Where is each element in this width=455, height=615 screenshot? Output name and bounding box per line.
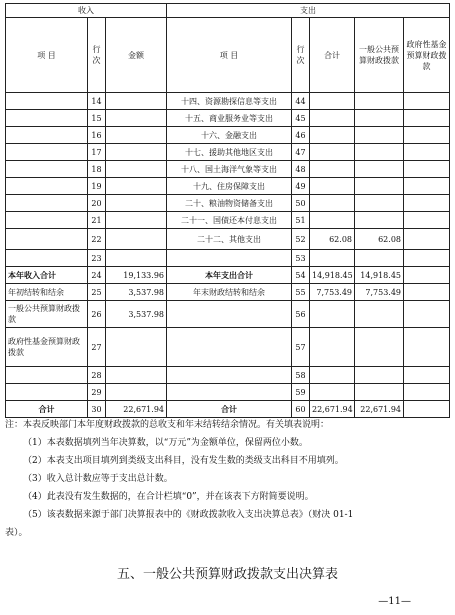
income-header: 收入 — [6, 4, 167, 18]
income-line-cell: 16 — [88, 127, 106, 144]
income-line-cell: 21 — [88, 212, 106, 229]
expense-total-cell: 22,671.94 — [310, 401, 355, 418]
income-line-header: 行次 — [88, 18, 106, 93]
income-amount-cell — [106, 384, 167, 401]
income-item-cell — [6, 93, 88, 110]
table-row — [6, 328, 450, 367]
expense-total-cell — [310, 328, 355, 367]
expense-line-cell: 54 — [292, 267, 310, 284]
income-item-cell — [6, 250, 88, 267]
income-amount-header: 金额 — [106, 18, 167, 93]
general-budget-amount-cell — [355, 161, 404, 178]
gov-fund-amount-cell — [404, 144, 450, 161]
expense-total-cell — [310, 212, 355, 229]
income-line-cell: 15 — [88, 110, 106, 127]
income-amount-cell — [106, 144, 167, 161]
fiscal-appropriation-table — [5, 3, 450, 418]
notes — [5, 416, 450, 542]
expense-header: 支出 — [167, 4, 450, 18]
income-item-cell — [6, 144, 88, 161]
expense-line-cell: 48 — [292, 161, 310, 178]
expense-total-cell: 14,918.45 — [310, 267, 355, 284]
expense-line-cell: 45 — [292, 110, 310, 127]
income-item-cell — [6, 127, 88, 144]
table-row — [6, 284, 450, 301]
expense-total-header: 合计 — [310, 18, 355, 93]
general-budget-amount-cell — [355, 301, 404, 328]
general-budget-header: 一般公共预算财政拨款 — [355, 18, 404, 93]
expense-item-cell: 十七、援助其他地区支出 — [167, 144, 292, 161]
income-line-cell: 22 — [88, 229, 106, 250]
income-line-cell: 23 — [88, 250, 106, 267]
expense-line-cell: 44 — [292, 93, 310, 110]
gov-fund-amount-cell — [404, 161, 450, 178]
income-amount-cell — [106, 127, 167, 144]
table-row — [6, 250, 450, 267]
income-item-cell — [6, 178, 88, 195]
gov-fund-amount-cell — [404, 229, 450, 250]
table-row — [6, 144, 450, 161]
income-amount-cell — [106, 328, 167, 367]
note-2: （2）本表支出项目填列到类级支出科目，没有发生数的类级支出科目不用填列。 — [23, 456, 344, 466]
income-line-cell: 24 — [88, 267, 106, 284]
expense-item-cell: 十五、商业服务业等支出 — [167, 110, 292, 127]
income-amount-cell — [106, 229, 167, 250]
expense-line-cell: 51 — [292, 212, 310, 229]
gov-fund-amount-cell — [404, 195, 450, 212]
general-budget-amount-cell — [355, 178, 404, 195]
general-budget-amount-cell — [355, 93, 404, 110]
expense-item-cell: 十四、资源勘探信息等支出 — [167, 93, 292, 110]
income-item-cell — [6, 229, 88, 250]
expense-total-cell — [310, 93, 355, 110]
expense-total-cell — [310, 367, 355, 384]
income-item-cell: 政府性基金预算财政拨款 — [6, 328, 88, 367]
income-amount-cell — [106, 110, 167, 127]
table-row — [6, 367, 450, 384]
income-amount-cell: 19,133.96 — [106, 267, 167, 284]
income-line-cell: 18 — [88, 161, 106, 178]
expense-item-cell: 十八、国土海洋气象等支出 — [167, 161, 292, 178]
expense-item-cell — [167, 384, 292, 401]
expense-line-cell: 60 — [292, 401, 310, 418]
table-row — [6, 127, 450, 144]
table-row — [6, 195, 450, 212]
income-line-cell: 20 — [88, 195, 106, 212]
table-row — [6, 301, 450, 328]
income-amount-cell — [106, 93, 167, 110]
income-line-cell: 27 — [88, 328, 106, 367]
expense-line-header: 行次 — [292, 18, 310, 93]
table-row — [6, 93, 450, 110]
expense-line-cell: 53 — [292, 250, 310, 267]
note-5: （5）该表数据来源于部门决算报表中的《财政拨款收入支出决算总表》（财决 01-1 — [23, 510, 354, 520]
expense-item-cell — [167, 328, 292, 367]
income-item-cell — [6, 161, 88, 178]
note-5-cont: 表）。 — [5, 528, 28, 538]
gov-fund-header: 政府性基金预算财政拨款 — [404, 18, 450, 93]
general-budget-amount-cell — [355, 127, 404, 144]
expense-total-cell — [310, 195, 355, 212]
income-amount-cell — [106, 367, 167, 384]
gov-fund-amount-cell — [404, 328, 450, 367]
table-row — [6, 110, 450, 127]
expense-line-cell: 50 — [292, 195, 310, 212]
general-budget-amount-cell — [355, 250, 404, 267]
expense-item-cell: 二十、粮油物资储备支出 — [167, 195, 292, 212]
income-item-cell — [6, 212, 88, 229]
expense-total-cell: 62.08 — [310, 229, 355, 250]
expense-item-cell — [167, 301, 292, 328]
expense-total-cell — [310, 110, 355, 127]
expense-total-cell — [310, 161, 355, 178]
income-line-cell: 14 — [88, 93, 106, 110]
general-budget-amount-cell: 14,918.45 — [355, 267, 404, 284]
income-item-cell — [6, 384, 88, 401]
gov-fund-amount-cell — [404, 401, 450, 418]
note-intro: 注：本表反映部门本年度财政拨款的总收支和年末结转结余情况。有关填表说明： — [5, 420, 330, 430]
table-row — [6, 161, 450, 178]
income-amount-cell — [106, 161, 167, 178]
expense-item-cell — [167, 250, 292, 267]
general-budget-amount-cell — [355, 328, 404, 367]
income-amount-cell: 3,537.98 — [106, 284, 167, 301]
gov-fund-amount-cell — [404, 178, 450, 195]
expense-total-cell — [310, 250, 355, 267]
expense-line-cell: 49 — [292, 178, 310, 195]
income-item-cell: 年初结转和结余 — [6, 284, 88, 301]
note-1: （1）本表数据填列当年决算数，以“万元”为金额单位，保留两位小数。 — [23, 438, 308, 448]
income-item-cell: 合计 — [6, 401, 88, 418]
income-amount-cell — [106, 212, 167, 229]
expense-line-cell: 56 — [292, 301, 310, 328]
expense-total-cell — [310, 127, 355, 144]
gov-fund-amount-cell — [404, 301, 450, 328]
expense-line-cell: 57 — [292, 328, 310, 367]
gov-fund-amount-cell — [404, 93, 450, 110]
general-budget-amount-cell: 62.08 — [355, 229, 404, 250]
gov-fund-amount-cell — [404, 384, 450, 401]
general-budget-amount-cell — [355, 367, 404, 384]
general-budget-amount-cell: 22,671.94 — [355, 401, 404, 418]
expense-line-cell: 59 — [292, 384, 310, 401]
expense-item-cell: 十九、住房保障支出 — [167, 178, 292, 195]
general-budget-amount-cell — [355, 195, 404, 212]
expense-item-header: 项 目 — [167, 18, 292, 93]
expense-item-cell: 十六、金融支出 — [167, 127, 292, 144]
expense-item-cell: 年末财政结转和结余 — [167, 284, 292, 301]
income-item-header: 项 目 — [6, 18, 88, 93]
income-amount-cell: 22,671.94 — [106, 401, 167, 418]
expense-total-cell — [310, 144, 355, 161]
expense-line-cell: 55 — [292, 284, 310, 301]
general-budget-amount-cell — [355, 384, 404, 401]
table-row — [6, 178, 450, 195]
gov-fund-amount-cell — [404, 110, 450, 127]
page-number: —11— — [378, 596, 411, 607]
table-row — [6, 229, 450, 250]
expense-line-cell: 58 — [292, 367, 310, 384]
gov-fund-amount-cell — [404, 367, 450, 384]
gov-fund-amount-cell — [404, 127, 450, 144]
general-budget-amount-cell — [355, 212, 404, 229]
income-line-cell: 29 — [88, 384, 106, 401]
income-item-cell — [6, 110, 88, 127]
expense-item-cell — [167, 367, 292, 384]
table-row — [6, 267, 450, 284]
income-line-cell: 17 — [88, 144, 106, 161]
expense-line-cell: 52 — [292, 229, 310, 250]
expense-item-cell: 合计 — [167, 401, 292, 418]
income-item-cell — [6, 367, 88, 384]
section-title: 五、一般公共预算财政拨款支出决算表 — [116, 567, 338, 582]
expense-item-cell: 本年支出合计 — [167, 267, 292, 284]
expense-total-cell — [310, 178, 355, 195]
income-amount-cell — [106, 178, 167, 195]
general-budget-amount-cell — [355, 144, 404, 161]
income-line-cell: 19 — [88, 178, 106, 195]
gov-fund-amount-cell — [404, 212, 450, 229]
table-row — [6, 401, 450, 418]
income-line-cell: 25 — [88, 284, 106, 301]
gov-fund-amount-cell — [404, 267, 450, 284]
income-amount-cell: 3,537.98 — [106, 301, 167, 328]
income-amount-cell — [106, 250, 167, 267]
note-3: （3）收入总计数应等于支出总计数。 — [23, 474, 173, 484]
gov-fund-amount-cell — [404, 284, 450, 301]
income-item-cell: 本年收入合计 — [6, 267, 88, 284]
gov-fund-amount-cell — [404, 250, 450, 267]
expense-line-cell: 46 — [292, 127, 310, 144]
income-line-cell: 30 — [88, 401, 106, 418]
expense-total-cell — [310, 384, 355, 401]
table-row — [6, 212, 450, 229]
income-item-cell — [6, 195, 88, 212]
income-item-cell: 一般公共预算财政拨款 — [6, 301, 88, 328]
expense-total-cell: 7,753.49 — [310, 284, 355, 301]
expense-item-cell: 二十一、国债还本付息支出 — [167, 212, 292, 229]
expense-total-cell — [310, 301, 355, 328]
income-line-cell: 26 — [88, 301, 106, 328]
general-budget-amount-cell: 7,753.49 — [355, 284, 404, 301]
table-row — [6, 384, 450, 401]
income-amount-cell — [106, 195, 167, 212]
general-budget-amount-cell — [355, 110, 404, 127]
income-line-cell: 28 — [88, 367, 106, 384]
expense-line-cell: 47 — [292, 144, 310, 161]
note-4: （4）此表没有发生数据的，在合计栏填“0”，并在该表下方附简要说明。 — [23, 492, 314, 502]
expense-item-cell: 二十二、其他支出 — [167, 229, 292, 250]
